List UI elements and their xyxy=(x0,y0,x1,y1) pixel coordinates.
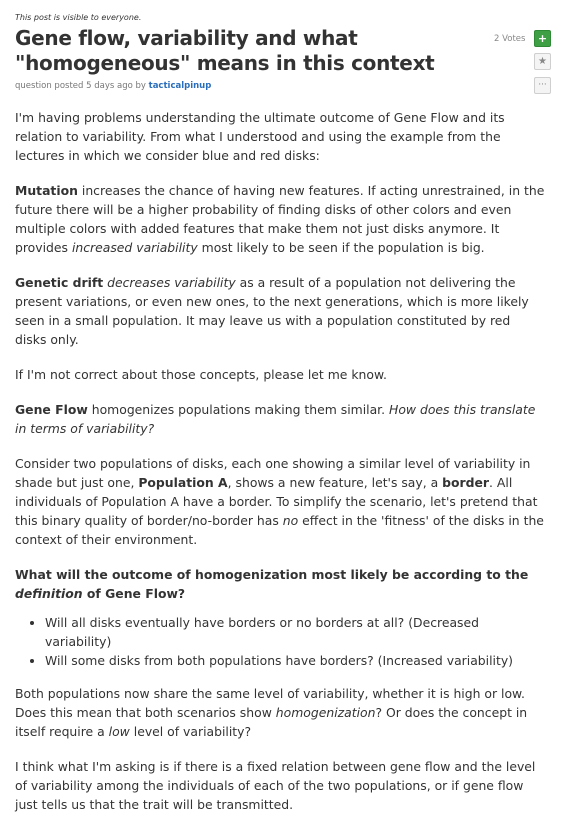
paragraph-gene-flow xyxy=(15,400,545,438)
paragraph-drift xyxy=(15,273,545,349)
text: Consider two populations of disks, each one showing a similar level of variability in shade but just one, xyxy=(15,456,531,490)
text: homogenizes populations making them similar. xyxy=(87,402,390,417)
list-item: • Will some disks from both populations have borders? (Increased variability) xyxy=(45,651,545,670)
emphasis: decreases variability xyxy=(107,275,236,290)
list-item: • Will all disks eventually have borders or no borders at all? (Decreased variability) xyxy=(45,613,545,651)
text: , shows a new feature, let's say, a xyxy=(227,475,443,490)
more-options-button[interactable] xyxy=(534,77,551,94)
text: effect in the 'fitness' of the disks in the context of their environment. xyxy=(15,513,544,547)
term-border: border xyxy=(442,475,490,490)
paragraph-scenario xyxy=(15,454,545,549)
paragraph-intro: I'm having problems understanding the ultimate outcome of Gene Flow and its relation to variability. From what I understood and using the example from the lectures in which we consider blue and red disks: xyxy=(15,110,505,163)
text: increases the chance of having new features. If acting unrestrained, in the future there will be a higher probability of finding disks of other colors and even multiple colors with added features that make them not just disks anymore. It provides xyxy=(15,183,545,255)
emphasis: no xyxy=(282,513,299,528)
paragraph-question xyxy=(15,565,545,603)
visibility-notice: This post is visible to everyone. xyxy=(15,13,142,22)
term-population-a: Population A xyxy=(138,475,228,490)
post-body xyxy=(15,108,545,830)
ellipsis-icon: ··· xyxy=(538,80,547,90)
emphasis: How does this translate in terms of variability? xyxy=(15,402,536,436)
text: most likely to be seen if the population is big. xyxy=(197,240,485,255)
vote-count: 2 Votes xyxy=(494,34,526,44)
term-genetic-drift: Genetic drift xyxy=(15,275,104,290)
plus-icon: + xyxy=(537,32,548,45)
term-gene-flow: Gene Flow xyxy=(15,402,88,417)
post-meta xyxy=(15,81,211,91)
author-link[interactable]: tacticalpinup xyxy=(148,81,212,91)
text: level of variability? xyxy=(129,724,252,739)
question-bold xyxy=(15,567,528,601)
meta-prefix: question posted 5 days ago by xyxy=(15,81,149,91)
paragraph-correction: If I'm not correct about those concepts, please let me know. xyxy=(15,367,387,382)
follow-button[interactable] xyxy=(534,53,551,70)
paragraph-closing: I think what I'm asking is if there is a fixed relation between gene flow and the level of variability among the individuals of each of the two populations, or if gene flow just tells us that the trait will be transmitted. xyxy=(15,759,536,812)
star-icon: ★ xyxy=(538,55,547,67)
upvote-button[interactable] xyxy=(534,30,551,47)
emphasis: homogenization xyxy=(275,705,376,720)
paragraph-homogenization xyxy=(15,684,545,741)
emphasis: definition xyxy=(15,586,83,601)
text: What will the outcome of homogenization most likely be according to the xyxy=(15,567,529,582)
paragraph-mutation xyxy=(15,181,545,257)
options-list xyxy=(15,613,545,670)
emphasis: low xyxy=(108,724,130,739)
text: as a result of a population not delivering the present variations, or even new ones, to the next generations, which is more likely seen in a small population. It may leave us with a population constituted by red disks only. xyxy=(15,275,529,347)
text: of Gene Flow? xyxy=(82,586,186,601)
text: . All individuals of Population A have a border. To simplify the scenario, let's pretend that this binary quality of border/no-border has xyxy=(15,475,538,528)
text: ? Or does the concept in itself require a xyxy=(15,705,528,739)
text: Both populations now share the same level of variability, whether it is high or low. Does this mean that both scenarios show xyxy=(15,686,525,720)
term-mutation: Mutation xyxy=(15,183,78,198)
emphasis: increased variability xyxy=(71,240,198,255)
post-title: Gene flow, variability and what "homogeneous" means in this context xyxy=(15,26,435,75)
